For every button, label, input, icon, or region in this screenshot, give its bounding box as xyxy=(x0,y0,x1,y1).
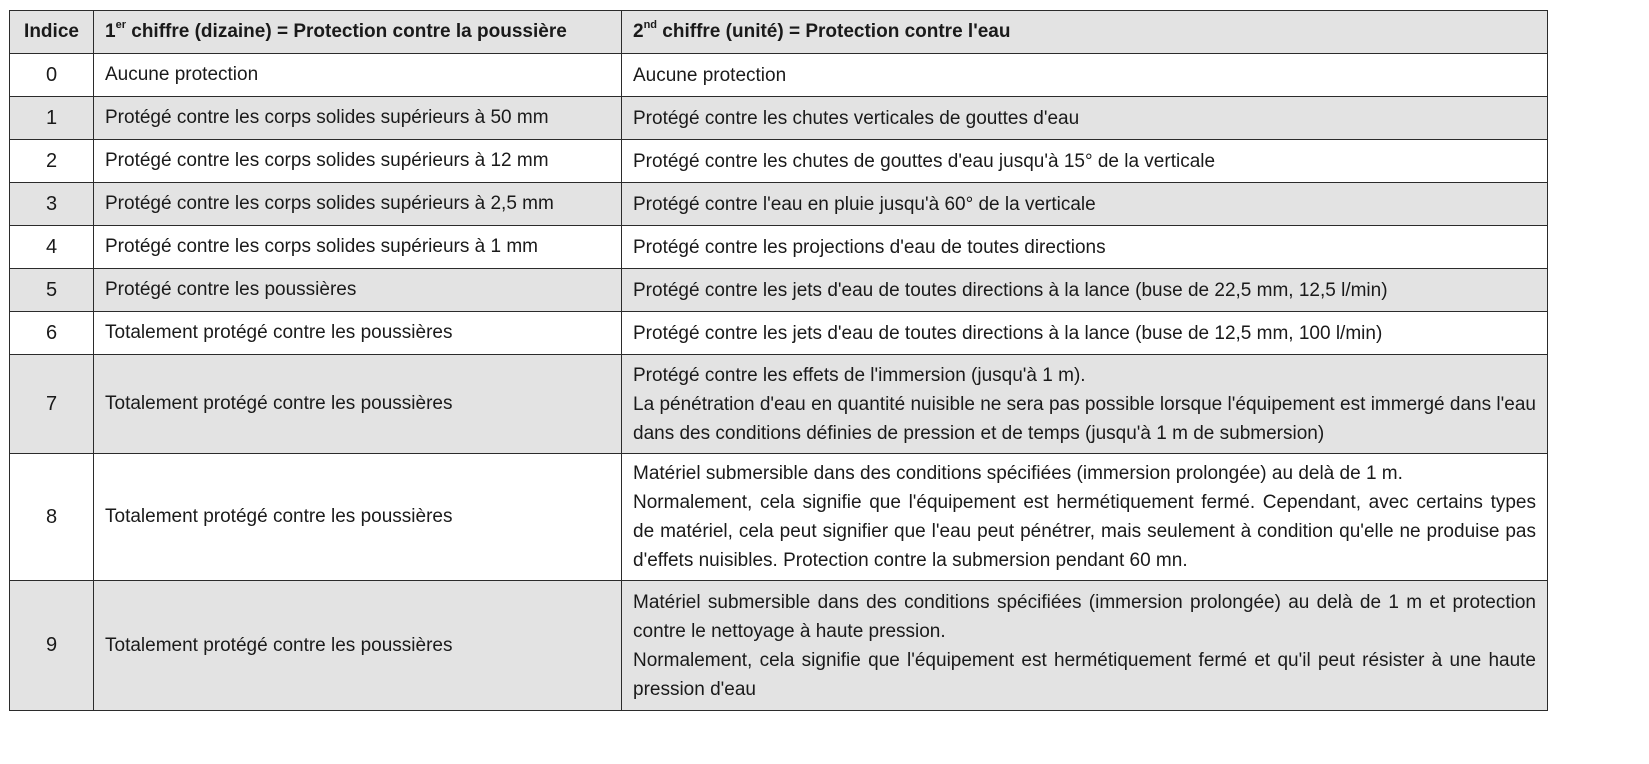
table-row xyxy=(10,312,1548,355)
row-dust: Aucune protection xyxy=(94,54,622,97)
header-water xyxy=(622,11,1548,54)
row-indice: 6 xyxy=(10,312,94,355)
table-row xyxy=(10,140,1548,183)
table-header-row xyxy=(10,11,1548,54)
header-indice: Indice xyxy=(10,11,94,54)
row-water-line: Protégé contre les jets d'eau de toutes directions à la lance (buse de 22,5 mm, 12,5 l/min) xyxy=(633,279,1388,301)
row-water xyxy=(622,183,1548,226)
table-row xyxy=(10,581,1548,711)
row-dust: Totalement protégé contre les poussières xyxy=(94,312,622,355)
row-dust: Protégé contre les corps solides supérieurs à 2,5 mm xyxy=(94,183,622,226)
table-row xyxy=(10,269,1548,312)
row-dust: Totalement protégé contre les poussières xyxy=(94,581,622,711)
row-water-line: Normalement, cela signifie que l'équipement est hermétiquement fermé et qu'il peut résister à une haute pression d'eau xyxy=(633,649,1536,700)
row-water-line: Protégé contre les chutes verticales de gouttes d'eau xyxy=(633,107,1080,129)
row-indice: 3 xyxy=(10,183,94,226)
header-dust-text: chiffre (dizaine) = Protection contre la poussière xyxy=(125,21,567,42)
row-water-line: Protégé contre les chutes de gouttes d'eau jusqu'à 15° de la verticale xyxy=(633,150,1216,172)
row-water-line: Protégé contre les jets d'eau de toutes directions à la lance (buse de 12,5 mm, 100 l/min) xyxy=(633,322,1383,344)
row-dust: Protégé contre les corps solides supérieurs à 50 mm xyxy=(94,97,622,140)
table-row xyxy=(10,355,1548,454)
header-water-digit: 2 xyxy=(633,21,644,42)
header-water-text: chiffre (unité) = Protection contre l'eau xyxy=(657,21,1011,42)
row-dust: Protégé contre les corps solides supérieurs à 12 mm xyxy=(94,140,622,183)
row-water-line: La pénétration d'eau en quantité nuisible ne sera pas possible lorsque l'équipement est immergé dans l'eau dans des conditions définies de pression et de temps (jusqu'à 1 m de submersion) xyxy=(633,393,1536,444)
row-water xyxy=(622,226,1548,269)
row-water xyxy=(622,97,1548,140)
row-indice: 8 xyxy=(10,454,94,581)
row-dust: Protégé contre les corps solides supérieurs à 1 mm xyxy=(94,226,622,269)
row-water xyxy=(622,355,1548,454)
row-water-line: Protégé contre les projections d'eau de toutes directions xyxy=(633,236,1106,258)
row-water xyxy=(622,54,1548,97)
table-row xyxy=(10,226,1548,269)
row-water-line: Matériel submersible dans des conditions spécifiées (immersion prolongée) au delà de 1 m et protection contre le nettoyage à haute pression. xyxy=(633,591,1536,642)
row-water-line: Aucune protection xyxy=(633,64,787,86)
row-water xyxy=(622,581,1548,711)
row-water-line: Matériel submersible dans des conditions spécifiées (immersion prolongée) au delà de 1 m. xyxy=(633,463,1403,484)
row-dust: Protégé contre les poussières xyxy=(94,269,622,312)
row-indice: 0 xyxy=(10,54,94,97)
header-dust-digit: 1 xyxy=(105,21,116,42)
row-indice: 9 xyxy=(10,581,94,711)
table-row xyxy=(10,183,1548,226)
row-dust: Totalement protégé contre les poussières xyxy=(94,355,622,454)
row-water xyxy=(622,269,1548,312)
ip-protection-table xyxy=(9,10,1548,711)
row-indice: 7 xyxy=(10,355,94,454)
row-water xyxy=(622,140,1548,183)
row-water xyxy=(622,454,1548,581)
row-water-line: Protégé contre les effets de l'immersion (jusqu'à 1 m). xyxy=(633,364,1086,386)
row-water-line: Normalement, cela signifie que l'équipement est hermétiquement fermé. Cependant, avec certains types de matériel, cela peut signifier que l'eau peut pénétrer, mais seulement à condition qu'elle ne produise pas d'effets nuisibles. Protection contre la submersion pendant 60 mn. xyxy=(633,492,1536,571)
row-dust: Totalement protégé contre les poussières xyxy=(94,454,622,581)
row-indice: 2 xyxy=(10,140,94,183)
row-indice: 4 xyxy=(10,226,94,269)
row-indice: 5 xyxy=(10,269,94,312)
header-water-ordinal: nd xyxy=(643,19,658,31)
row-water xyxy=(622,312,1548,355)
row-water-line: Protégé contre l'eau en pluie jusqu'à 60° de la verticale xyxy=(633,193,1096,215)
header-dust-ordinal: er xyxy=(115,19,126,31)
table-row xyxy=(10,454,1548,581)
table-row xyxy=(10,97,1548,140)
table-row xyxy=(10,54,1548,97)
header-dust xyxy=(94,11,622,54)
row-indice: 1 xyxy=(10,97,94,140)
